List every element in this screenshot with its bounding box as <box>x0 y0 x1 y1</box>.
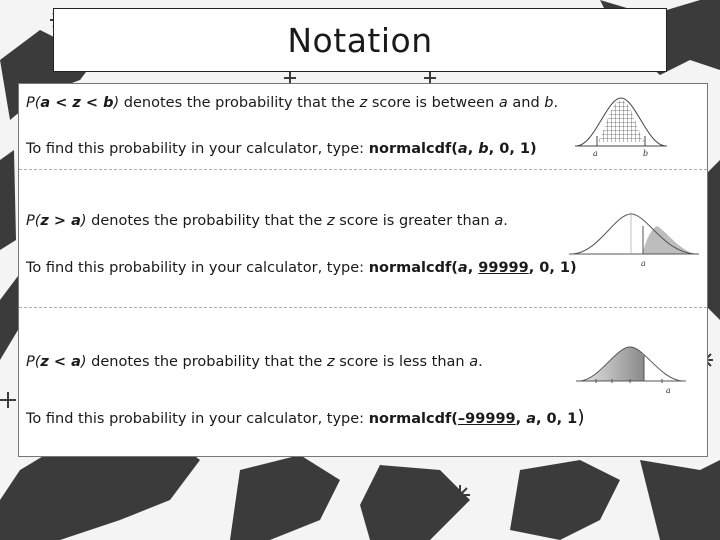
instruction: To find this probability in your calculator, type: <box>26 411 369 427</box>
command: normalcdf <box>368 411 452 427</box>
z-variable: z <box>359 95 368 111</box>
arg-sep: , <box>515 411 527 427</box>
arg-open: ( <box>451 260 458 276</box>
var-a: a <box>494 213 504 229</box>
normal-curve-greater <box>569 206 699 272</box>
notation-suffix: ) <box>80 354 87 370</box>
section-2-instruction-line <box>26 260 577 276</box>
notation-suffix: ) <box>80 213 87 229</box>
var-b: b <box>544 95 554 111</box>
arg-2: a <box>526 411 536 427</box>
section-2-notation-line <box>26 213 508 229</box>
z-variable: z <box>326 354 335 370</box>
arg-rest: , 0, 1) <box>488 141 537 157</box>
description: denotes the probability that the <box>119 95 360 111</box>
period: . <box>503 213 508 229</box>
arg-rest: , 0, 1 <box>535 411 578 427</box>
arg-rest: , 0, 1) <box>528 260 577 276</box>
content-panel <box>18 83 708 457</box>
period: . <box>478 354 483 370</box>
command: normalcdf <box>368 141 452 157</box>
arg-sep: , <box>467 141 479 157</box>
normal-curve-between <box>575 94 667 158</box>
curve-label-a: a <box>593 149 598 158</box>
var-a: a <box>498 95 508 111</box>
description-mid: score is between <box>367 95 499 111</box>
normal-curve-less <box>576 341 686 399</box>
arg-open: ( <box>451 411 458 427</box>
arg-1: a <box>457 260 468 276</box>
notation-expr: z < a <box>40 354 81 370</box>
notation-suffix: ) <box>113 95 120 111</box>
arg-1: –99999 <box>457 411 516 427</box>
notation-prefix: P( <box>26 95 41 111</box>
arg-2: b <box>478 141 489 157</box>
command: normalcdf <box>368 260 452 276</box>
and-text: and <box>507 95 545 111</box>
curve-label-b: b <box>643 149 649 158</box>
section-1-notation-line <box>26 95 558 111</box>
arg-sep: , <box>467 260 479 276</box>
description-mid: score is greater than <box>334 213 495 229</box>
description: denotes the probability that the <box>86 354 327 370</box>
section-divider <box>19 307 707 308</box>
arg-2: 99999 <box>478 260 529 276</box>
notation-prefix: P( <box>26 213 41 229</box>
notation-expr: a < z < b <box>40 95 114 111</box>
notation-expr: z > a <box>40 213 81 229</box>
section-1-instruction-line <box>26 141 537 157</box>
arg-1: a <box>457 141 468 157</box>
period: . <box>553 95 559 111</box>
instruction: To find this probability in your calculator, type: <box>26 260 369 276</box>
curve-label-a: a <box>641 259 646 268</box>
section-3-instruction-line <box>26 406 585 428</box>
closing-paren: ) <box>577 406 585 428</box>
section-divider <box>19 169 707 170</box>
var-a: a <box>469 354 479 370</box>
section-3-notation-line <box>26 354 483 370</box>
title-box <box>53 8 667 72</box>
curve-label-a: a <box>666 386 671 395</box>
z-variable: z <box>326 213 335 229</box>
arg-open: ( <box>451 141 458 157</box>
notation-prefix: P( <box>26 354 41 370</box>
page-title: Notation <box>287 20 433 60</box>
instruction: To find this probability in your calculator, type: <box>26 141 369 157</box>
description-mid: score is less than <box>334 354 470 370</box>
description: denotes the probability that the <box>86 213 327 229</box>
